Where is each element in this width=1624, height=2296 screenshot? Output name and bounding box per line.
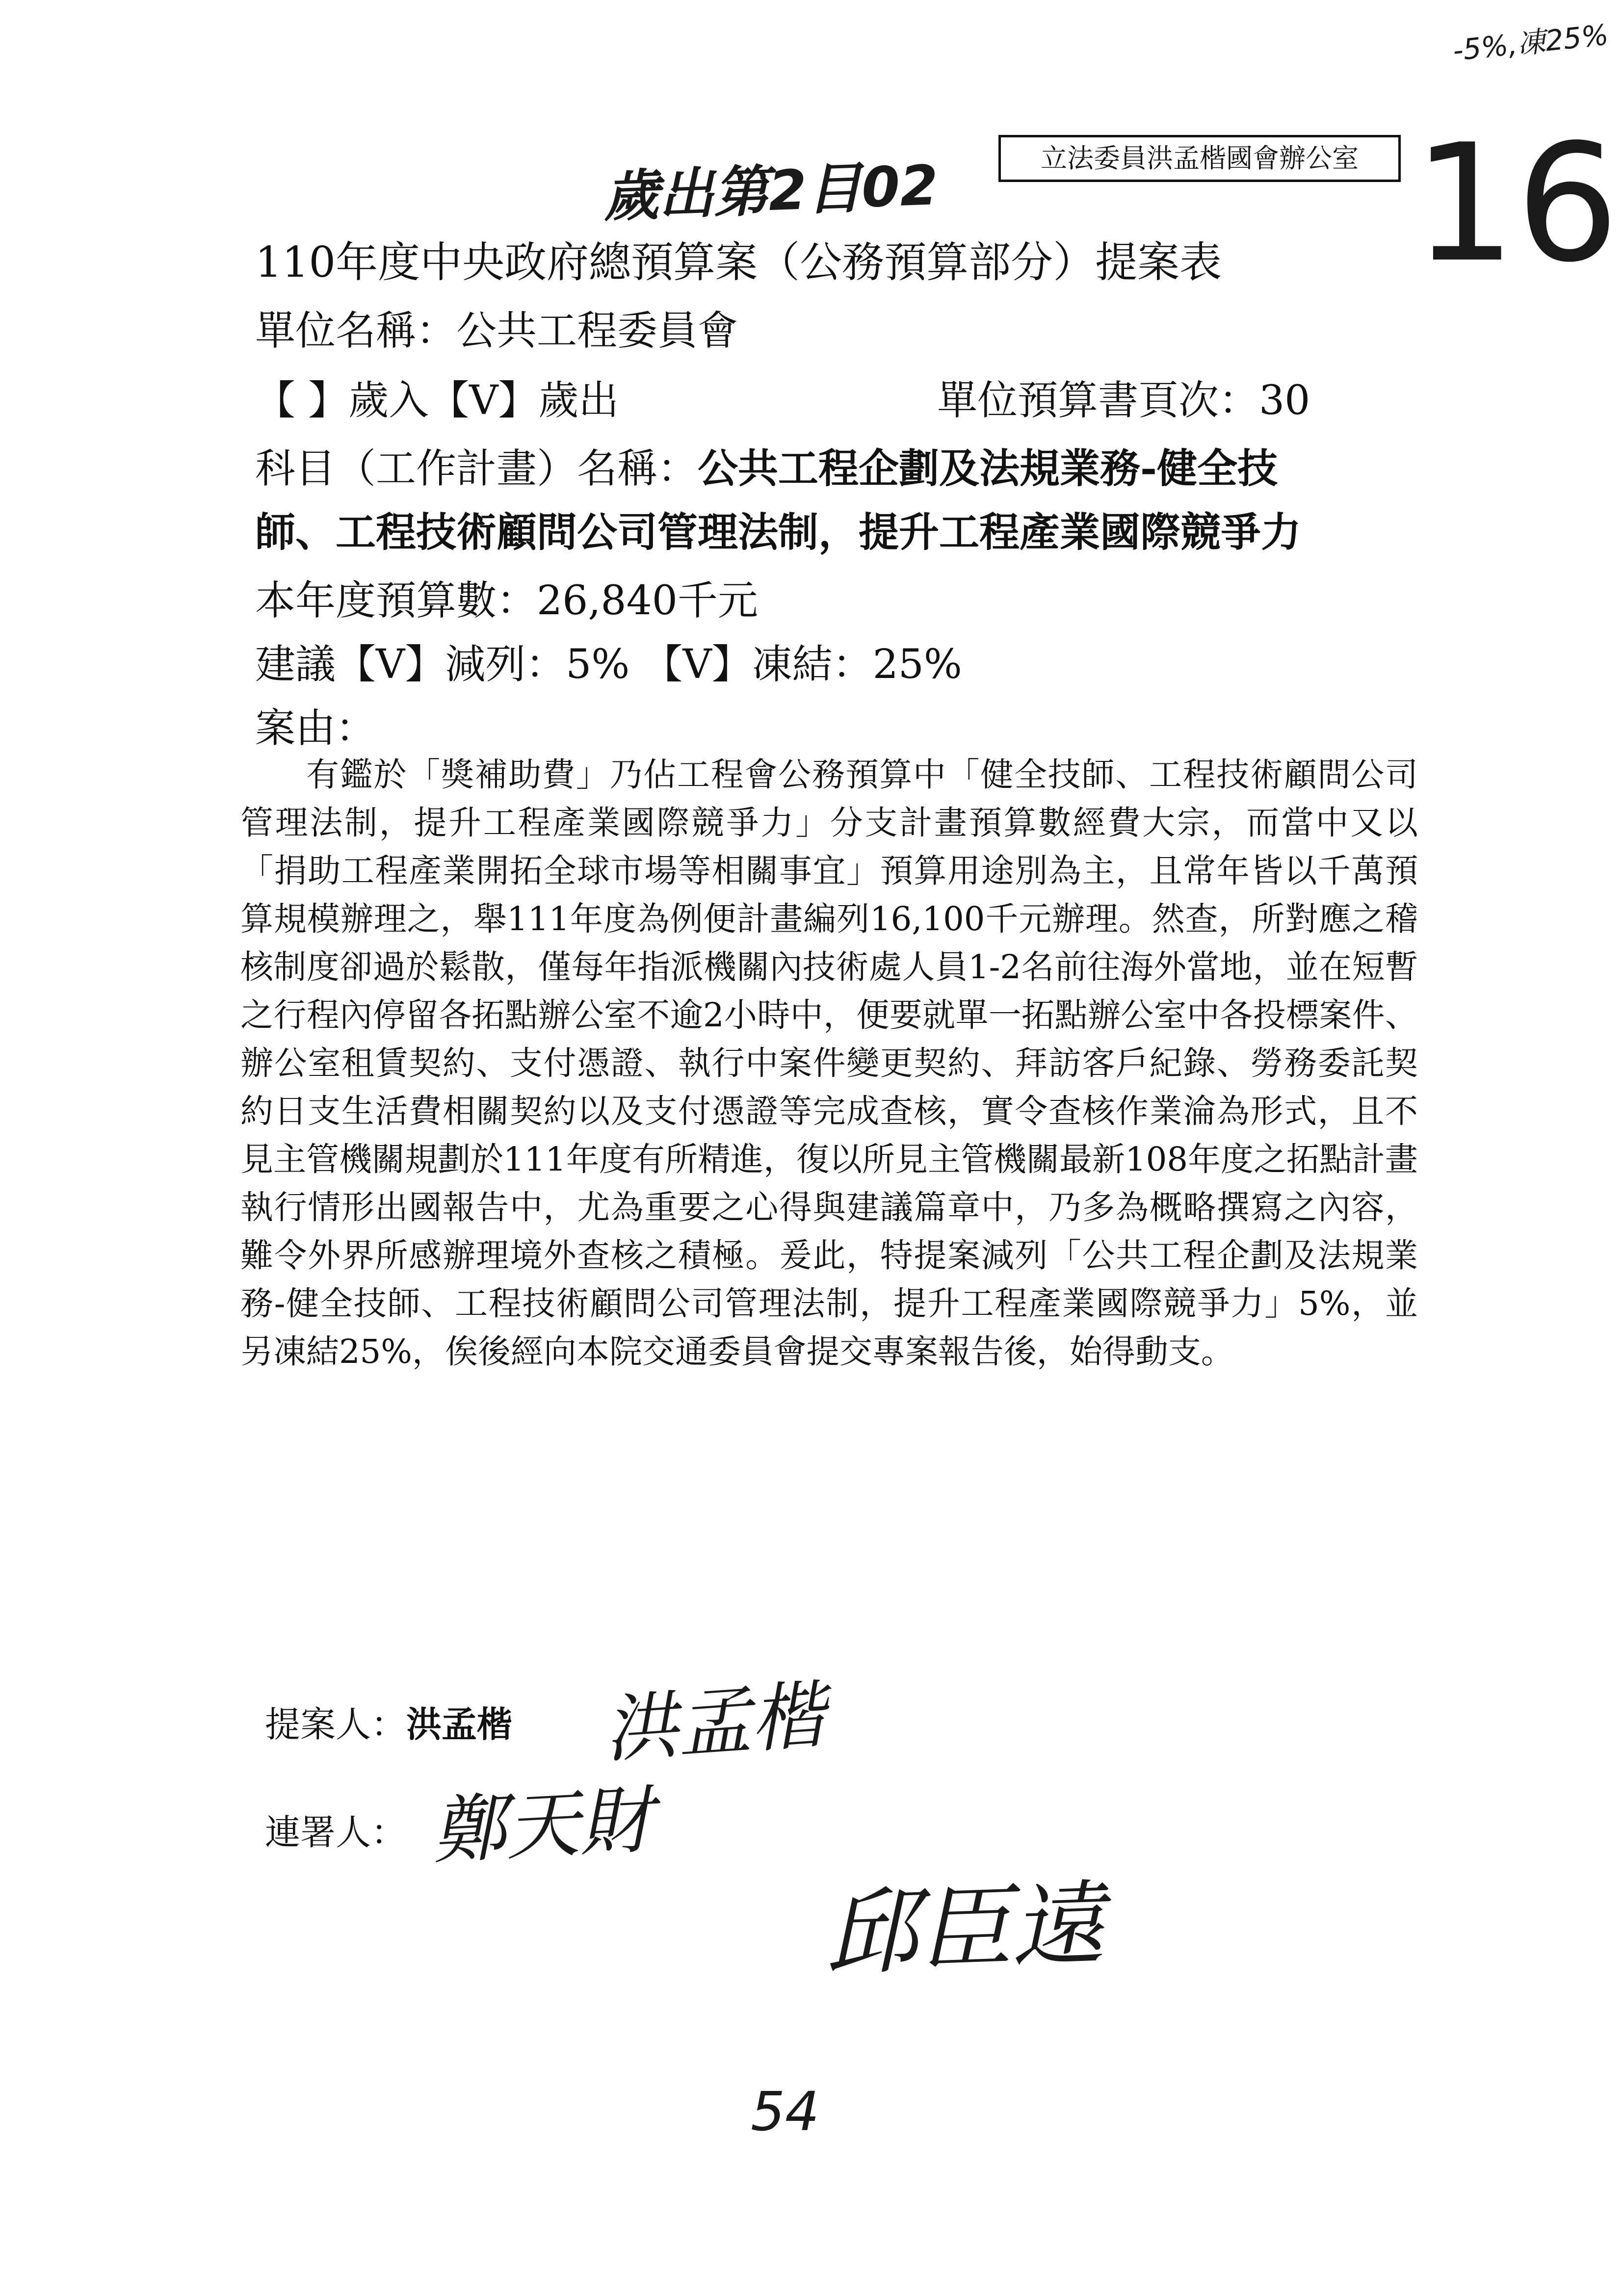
subject-line-2: 師、工程技術顧問公司管理法制，提升工程產業國際競爭力 (255, 509, 1302, 556)
proposer-line (265, 1697, 512, 1751)
corner-note: -5%,凍25% (1451, 18, 1610, 68)
cosigner-signature-2: 邱臣遠 (822, 1870, 1106, 1988)
budget-category-mark: 歲出第2目02 (602, 154, 940, 229)
cosigner-label: 連署人： (265, 1812, 407, 1853)
suggestion: 建議【V】減列：5% 【V】凍結：25% (255, 641, 962, 688)
revenue-expense-type: 【 】歲入【V】歲出 (255, 377, 619, 424)
office-stamp: 立法委員洪孟楷國會辦公室 (998, 135, 1401, 182)
annual-budget: 本年度預算數：26,840千元 (255, 577, 758, 624)
item-number: 16 (1413, 109, 1619, 298)
proposer-name: 洪孟楷 (406, 1703, 513, 1745)
reason-body (240, 751, 1418, 1376)
subject-label: 科目（工作計畫）名稱： (255, 445, 698, 492)
subject-value-part1: 公共工程企劃及法規業務-健全技 (698, 445, 1278, 492)
unit-name: 單位名稱：公共工程委員會 (255, 308, 738, 354)
proposer-label: 提案人： (265, 1704, 407, 1745)
cosigner-signature-1: 鄭天財 (430, 1777, 655, 1875)
reason-paragraph: 有鑑於「獎補助費」乃佔工程會公務預算中「健全技師、工程技術顧問公司管理法制，提升工程產業國際競爭力」分支計畫預算數經費大宗，而當中又以「捐助工程產業開拓全球市場等相關事宜」預算用途別為主，且常年皆以千萬預算規模辦理之，舉111年度為例便計畫編列16,100千元辦理。然查，所對應之稽核制度卻過於鬆散，僅每年指派機關內技術處人員1-2名前往海外當地，並在短暫之行程內停留各拓點辦公室不逾2小時中，便要就單一拓點辦公室中各投標案件、辦公室租賃契約、支付憑證、執行中案件變更契約、拜訪客戶紀錄、勞務委託契約日支生活費相關契約以及支付憑證等完成查核，實令查核作業淪為形式，且不見主管機關規劃於111年度有所精進，復以所見主管機關最新108年度之拓點計畫執行情形出國報告中，尤為重要之心得與建議篇章中，乃多為概略撰寫之內容，難令外界所感辦理境外查核之積極。爰此，特提案減列「公共工程企劃及法規業務-健全技師、工程技術顧問公司管理法制，提升工程產業國際競爭力」5%，並另凍結25%，俟後經向本院交通委員會提交專案報告後，始得動支。 (240, 756, 1418, 1371)
reason-label: 案由： (255, 705, 376, 752)
form-title: 110年度中央政府總預算案（公務預算部分）提案表 (255, 238, 1222, 287)
page-number: 54 (751, 2080, 819, 2143)
proposer-signature: 洪孟楷 (601, 1672, 828, 1774)
subject-line-1 (255, 442, 1278, 496)
budget-book-page: 單位預算書頁次：30 (937, 377, 1310, 424)
